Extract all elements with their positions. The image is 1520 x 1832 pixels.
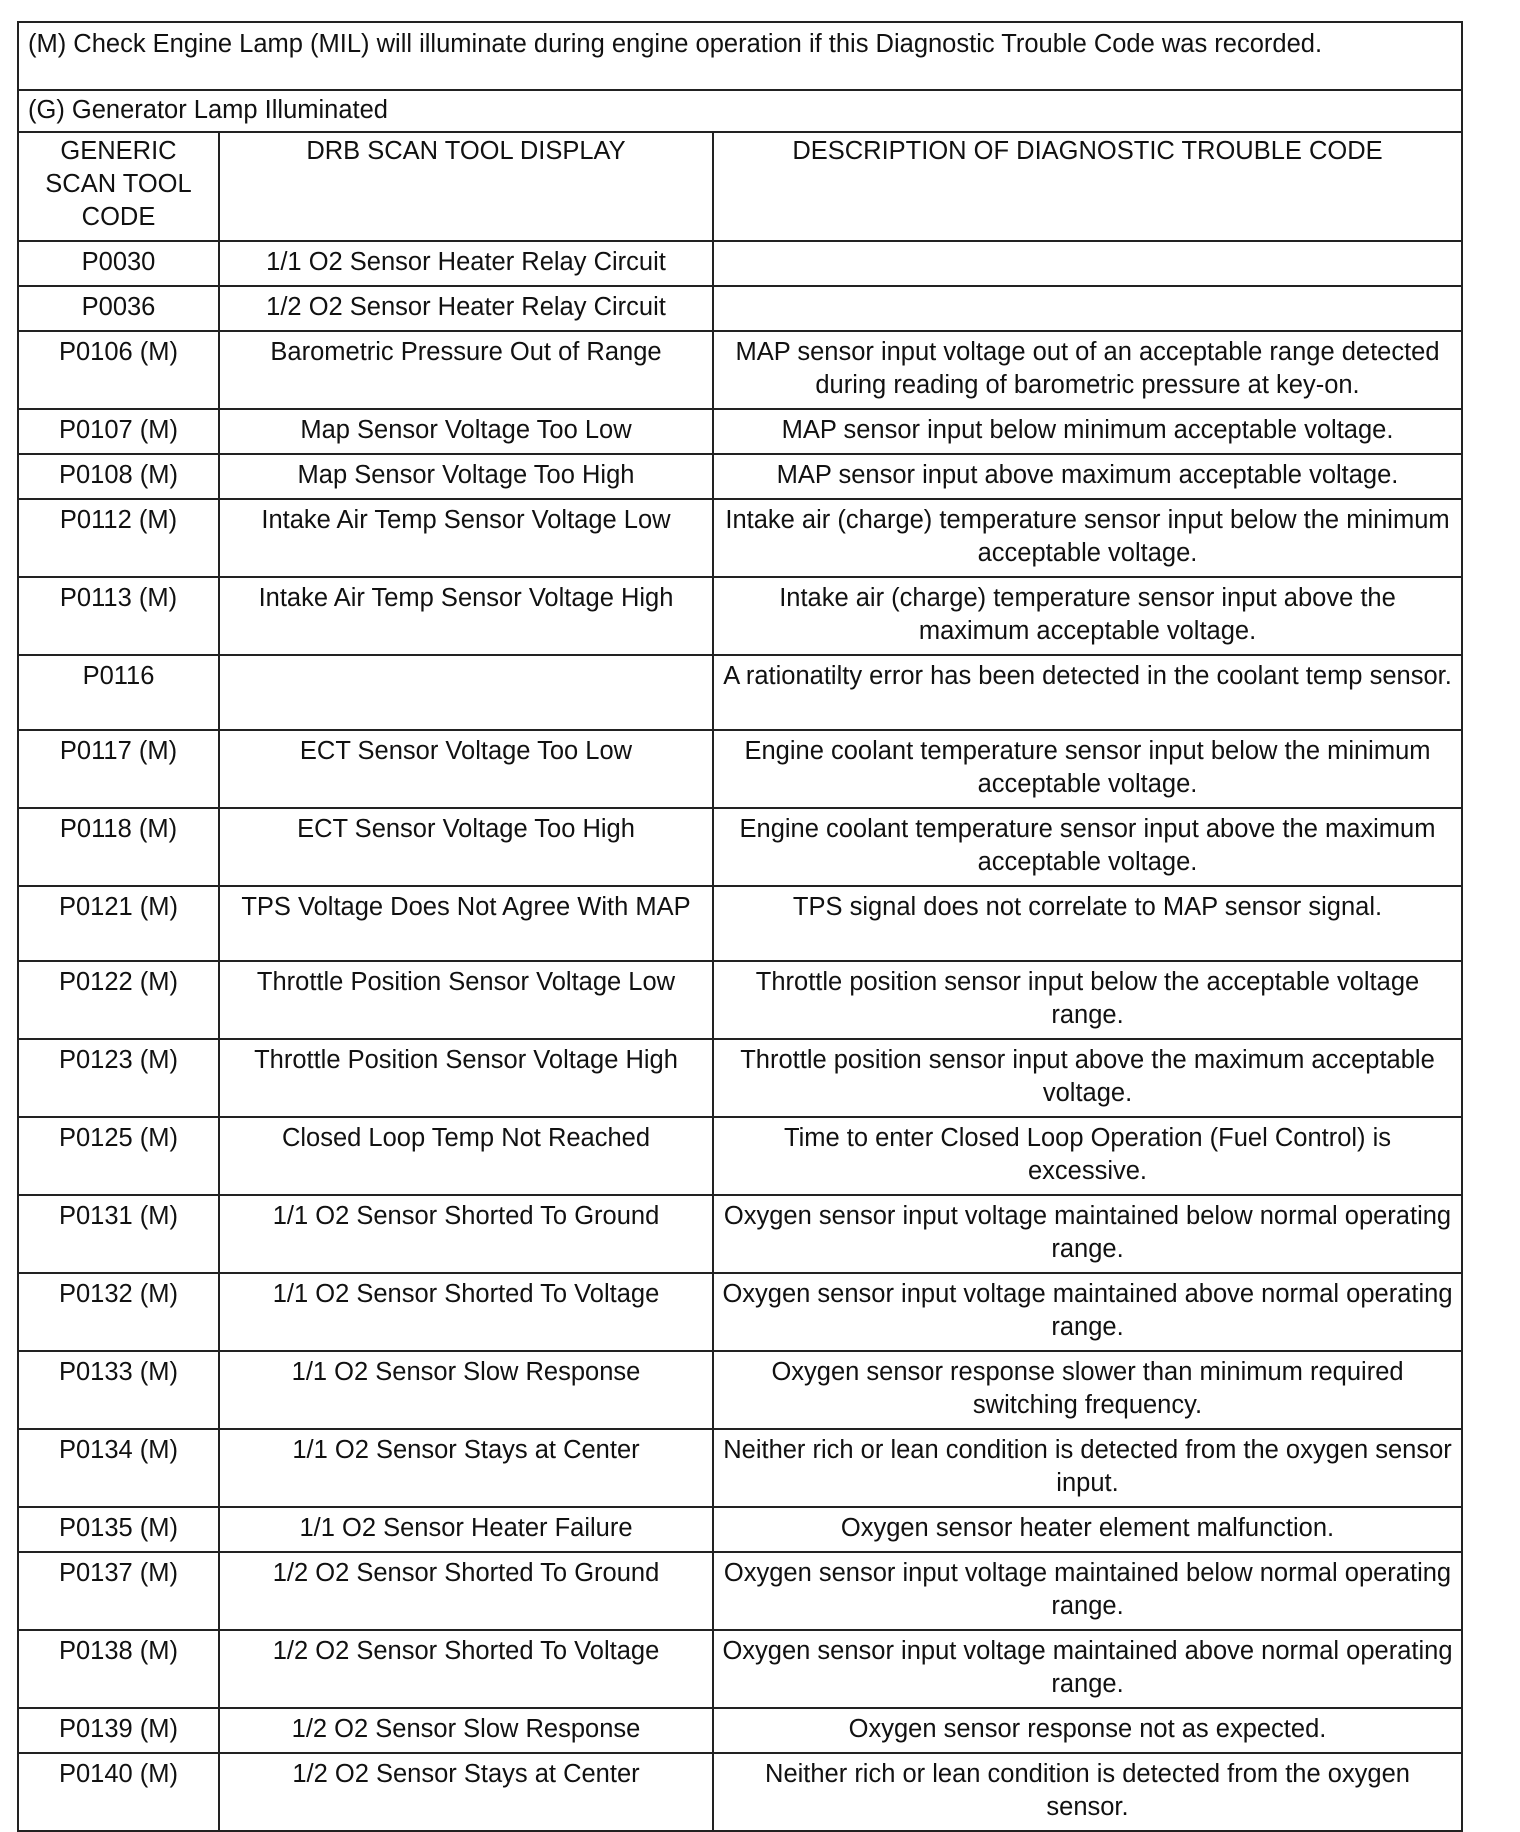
display-cell: 1/2 O2 Sensor Stays at Center [219, 1753, 713, 1831]
code-cell: P0116 [18, 655, 219, 730]
display-cell: 1/1 O2 Sensor Shorted To Voltage [219, 1273, 713, 1351]
code-cell: P0112 (M) [18, 499, 219, 577]
description-cell: Oxygen sensor input voltage maintained above normal operating range. [713, 1630, 1462, 1708]
description-cell: Oxygen sensor input voltage maintained below normal operating range. [713, 1552, 1462, 1630]
display-cell: ECT Sensor Voltage Too Low [219, 730, 713, 808]
table-row [18, 886, 1462, 961]
display-cell: Map Sensor Voltage Too High [219, 454, 713, 499]
description-cell: Throttle position sensor input below the acceptable voltage range. [713, 961, 1462, 1039]
description-cell: MAP sensor input voltage out of an acceptable range detected during reading of barometric pressure at key-on. [713, 331, 1462, 409]
description-cell: Engine coolant temperature sensor input below the minimum acceptable voltage. [713, 730, 1462, 808]
display-cell: 1/2 O2 Sensor Shorted To Ground [219, 1552, 713, 1630]
code-cell: P0137 (M) [18, 1552, 219, 1630]
table-body [18, 241, 1462, 1831]
table-row [18, 1708, 1462, 1753]
table-row [18, 961, 1462, 1039]
mil-note: (M) Check Engine Lamp (MIL) will illuminate during engine operation if this Diagnostic Trouble Code was recorded. [17, 21, 1463, 89]
description-cell [713, 241, 1462, 286]
display-cell: Intake Air Temp Sensor Voltage Low [219, 499, 713, 577]
table-row [18, 1273, 1462, 1351]
code-cell: P0106 (M) [18, 331, 219, 409]
description-cell: Engine coolant temperature sensor input above the maximum acceptable voltage. [713, 808, 1462, 886]
code-cell: P0140 (M) [18, 1753, 219, 1831]
display-cell: Intake Air Temp Sensor Voltage High [219, 577, 713, 655]
table-row [18, 499, 1462, 577]
description-cell: Intake air (charge) temperature sensor input above the maximum acceptable voltage. [713, 577, 1462, 655]
description-cell: Intake air (charge) temperature sensor input below the minimum acceptable voltage. [713, 499, 1462, 577]
display-cell: 1/1 O2 Sensor Shorted To Ground [219, 1195, 713, 1273]
description-cell: Oxygen sensor input voltage maintained below normal operating range. [713, 1195, 1462, 1273]
display-cell: 1/2 O2 Sensor Shorted To Voltage [219, 1630, 713, 1708]
code-cell: P0132 (M) [18, 1273, 219, 1351]
display-cell: 1/2 O2 Sensor Heater Relay Circuit [219, 286, 713, 331]
description-cell: A rationatilty error has been detected in the coolant temp sensor. [713, 655, 1462, 730]
table-header-row [18, 132, 1462, 241]
description-cell: Neither rich or lean condition is detected from the oxygen sensor input. [713, 1429, 1462, 1507]
dtc-document [17, 21, 1463, 1832]
generator-note: (G) Generator Lamp Illuminated [17, 89, 1463, 131]
display-cell: 1/1 O2 Sensor Heater Relay Circuit [219, 241, 713, 286]
code-cell: P0133 (M) [18, 1351, 219, 1429]
display-cell: Throttle Position Sensor Voltage High [219, 1039, 713, 1117]
table-row [18, 577, 1462, 655]
code-cell: P0108 (M) [18, 454, 219, 499]
header-drb-display: DRB SCAN TOOL DISPLAY [219, 132, 713, 241]
header-generic-code: GENERIC SCAN TOOL CODE [18, 132, 219, 241]
table-row [18, 454, 1462, 499]
table-row [18, 808, 1462, 886]
description-cell: Oxygen sensor response not as expected. [713, 1708, 1462, 1753]
code-cell: P0135 (M) [18, 1507, 219, 1552]
table-row [18, 1195, 1462, 1273]
code-cell: P0117 (M) [18, 730, 219, 808]
code-cell: P0121 (M) [18, 886, 219, 961]
code-cell: P0138 (M) [18, 1630, 219, 1708]
table-row [18, 1507, 1462, 1552]
display-cell: 1/1 O2 Sensor Slow Response [219, 1351, 713, 1429]
table-row [18, 1429, 1462, 1507]
table-row [18, 1039, 1462, 1117]
description-cell: Oxygen sensor input voltage maintained above normal operating range. [713, 1273, 1462, 1351]
code-cell: P0113 (M) [18, 577, 219, 655]
code-cell: P0131 (M) [18, 1195, 219, 1273]
table-row [18, 1630, 1462, 1708]
table-row [18, 1351, 1462, 1429]
description-cell: Oxygen sensor response slower than minimum required switching frequency. [713, 1351, 1462, 1429]
code-cell: P0107 (M) [18, 409, 219, 454]
display-cell: Map Sensor Voltage Too Low [219, 409, 713, 454]
header-description: DESCRIPTION OF DIAGNOSTIC TROUBLE CODE [713, 132, 1462, 241]
table-row [18, 1117, 1462, 1195]
description-cell [713, 286, 1462, 331]
table-row [18, 286, 1462, 331]
code-cell: P0139 (M) [18, 1708, 219, 1753]
code-cell: P0118 (M) [18, 808, 219, 886]
table-row [18, 241, 1462, 286]
code-cell: P0030 [18, 241, 219, 286]
display-cell: ECT Sensor Voltage Too High [219, 808, 713, 886]
description-cell: Throttle position sensor input above the maximum acceptable voltage. [713, 1039, 1462, 1117]
description-cell: Neither rich or lean condition is detected from the oxygen sensor. [713, 1753, 1462, 1831]
table-row [18, 1552, 1462, 1630]
display-cell: Throttle Position Sensor Voltage Low [219, 961, 713, 1039]
code-cell: P0134 (M) [18, 1429, 219, 1507]
display-cell: 1/1 O2 Sensor Stays at Center [219, 1429, 713, 1507]
description-cell: Time to enter Closed Loop Operation (Fuel Control) is excessive. [713, 1117, 1462, 1195]
table-row [18, 1753, 1462, 1831]
description-cell: MAP sensor input above maximum acceptable voltage. [713, 454, 1462, 499]
table-row [18, 331, 1462, 409]
code-cell: P0125 (M) [18, 1117, 219, 1195]
display-cell: TPS Voltage Does Not Agree With MAP [219, 886, 713, 961]
display-cell [219, 655, 713, 730]
table-row [18, 730, 1462, 808]
display-cell: Barometric Pressure Out of Range [219, 331, 713, 409]
display-cell: 1/2 O2 Sensor Slow Response [219, 1708, 713, 1753]
display-cell: 1/1 O2 Sensor Heater Failure [219, 1507, 713, 1552]
display-cell: Closed Loop Temp Not Reached [219, 1117, 713, 1195]
code-cell: P0036 [18, 286, 219, 331]
dtc-table [17, 131, 1463, 1832]
table-row [18, 409, 1462, 454]
description-cell: Oxygen sensor heater element malfunction. [713, 1507, 1462, 1552]
description-cell: MAP sensor input below minimum acceptable voltage. [713, 409, 1462, 454]
code-cell: P0123 (M) [18, 1039, 219, 1117]
description-cell: TPS signal does not correlate to MAP sensor signal. [713, 886, 1462, 961]
code-cell: P0122 (M) [18, 961, 219, 1039]
table-row [18, 655, 1462, 730]
